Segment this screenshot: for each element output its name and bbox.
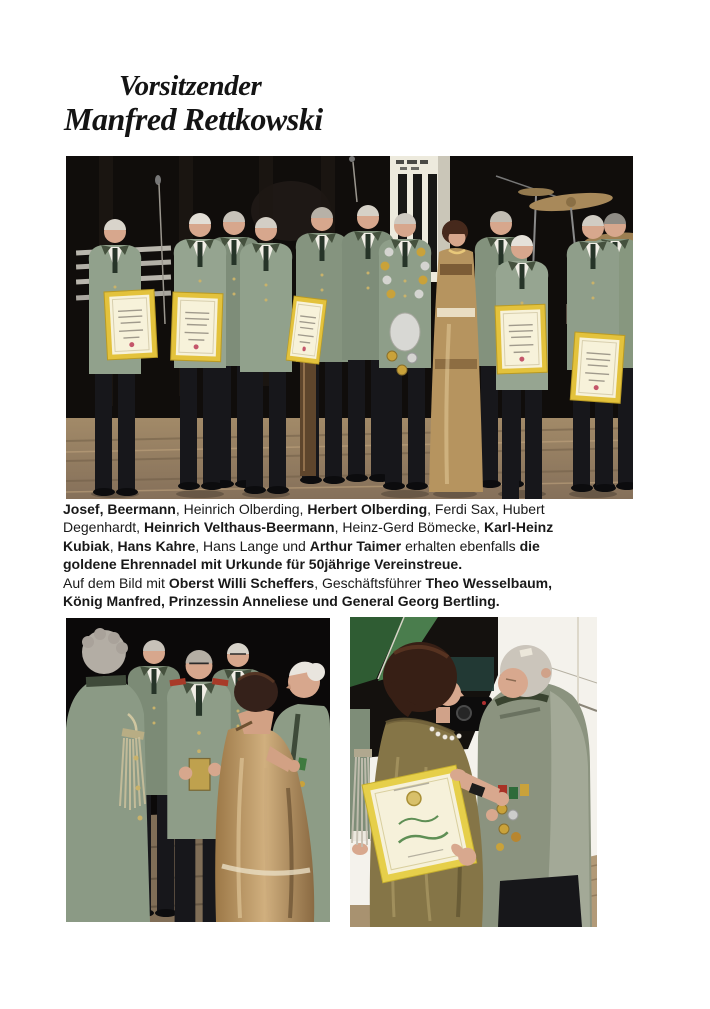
caption-segment: Hans Kahre (117, 537, 196, 554)
caption-segment: goldene Ehrennadel mit Urkunde für 50jährige Vereinstreue. (63, 556, 463, 573)
bottom-left-photo (66, 618, 330, 922)
bottom-right-scene (350, 617, 597, 927)
caption-segment: , (109, 537, 118, 554)
bottom-right-photo (350, 617, 597, 927)
caption-segment: Kubiak (63, 537, 110, 554)
caption-segment: erhalten ebenfalls (401, 537, 520, 554)
caption-segment: König Manfred, Prinzessin Anneliese und General Georg Bertling. (63, 593, 500, 610)
caption-segment: Theo Wesselbaum, (425, 574, 553, 591)
caption-segment: Auf dem Bild mit (63, 574, 169, 591)
bottom-left-scene (66, 618, 330, 922)
caption-segment: Degenhardt, (63, 519, 144, 536)
main-photo (66, 156, 633, 499)
caption-segment: Herbert Olberding (307, 501, 428, 517)
caption (63, 500, 655, 610)
caption-line (63, 555, 655, 573)
title-line-1: Vorsitzender (119, 70, 262, 102)
caption-segment: , Heinrich Olberding, (175, 501, 308, 517)
hand (450, 769, 466, 781)
title-line-2: Manfred Rettkowski (64, 101, 323, 137)
caption-segment: , Geschäftsführer (314, 574, 426, 591)
caption-line (63, 592, 655, 610)
uniform-sleeve-left (350, 709, 372, 855)
caption-segment: die (519, 537, 540, 554)
caption-segment: Oberst Willi Scheffers (168, 574, 315, 591)
caption-segment: Josef, Beermann (63, 501, 176, 517)
caption-segment: , Hans Lange und (195, 537, 310, 554)
caption-line (63, 500, 655, 518)
caption-segment: , Ferdi Sax, Hubert (427, 501, 545, 517)
caption-line (63, 518, 655, 536)
caption-segment: Heinrich Velthaus-Beermann (143, 519, 335, 536)
main-photo-scene (66, 156, 633, 499)
caption-segment: , Heinz-Gerd Bömecke, (334, 519, 484, 536)
caption-segment: Karl-Heinz (483, 519, 554, 536)
caption-line (63, 574, 655, 592)
caption-line (63, 537, 655, 555)
caption-segment: Arthur Taimer (309, 537, 402, 554)
